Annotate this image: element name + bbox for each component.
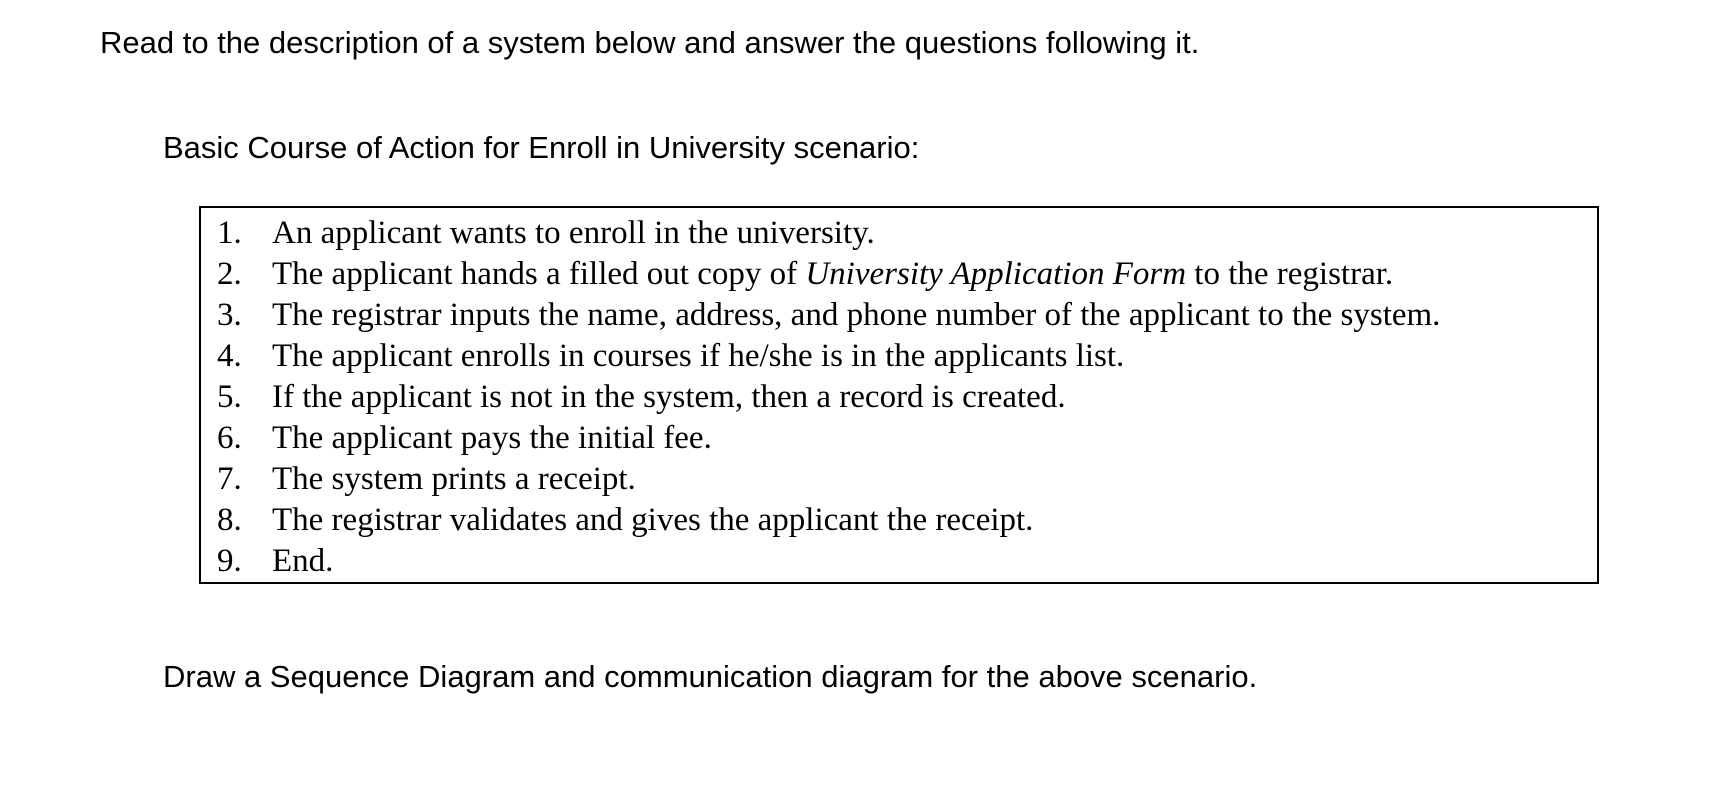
- step-number: 4.: [217, 338, 242, 374]
- step-text: The applicant enrolls in courses if he/she is in the applicants list.: [272, 338, 1125, 374]
- step-number: 8.: [217, 502, 242, 538]
- step-item: [217, 254, 1440, 295]
- step-text: If the applicant is not in the system, then a record is created.: [272, 379, 1066, 415]
- scenario-steps-box: [199, 206, 1599, 584]
- step-text-post: to the registrar.: [1186, 256, 1394, 292]
- step-text: The registrar validates and gives the applicant the receipt.: [272, 502, 1034, 538]
- step-number: 3.: [217, 297, 242, 333]
- step-item: [217, 541, 1440, 582]
- step-text-pre: The applicant hands a filled out copy of: [272, 256, 806, 292]
- step-text: The registrar inputs the name, address, and phone number of the applicant to the system.: [272, 297, 1441, 333]
- step-number: 6.: [217, 420, 242, 456]
- step-item: [217, 213, 1440, 254]
- task-instruction: Draw a Sequence Diagram and communication diagram for the above scenario.: [163, 659, 1258, 694]
- form-name: University Application Form: [805, 256, 1187, 292]
- step-text: End.: [272, 543, 334, 579]
- step-item: [217, 418, 1440, 459]
- step-item: [217, 459, 1440, 500]
- scenario-heading: Basic Course of Action for Enroll in University scenario:: [163, 130, 920, 165]
- step-item: [217, 377, 1440, 418]
- step-text: The applicant pays the initial fee.: [272, 420, 712, 456]
- step-item: [217, 500, 1440, 541]
- scenario-steps-list: [217, 213, 1440, 582]
- intro-text: Read to the description of a system below and answer the questions following it.: [100, 25, 1200, 60]
- step-number: 2.: [217, 256, 242, 292]
- step-text: An applicant wants to enroll in the university.: [272, 215, 875, 251]
- step-number: 7.: [217, 461, 242, 497]
- step-number: 1.: [217, 215, 242, 251]
- step-item: [217, 295, 1440, 336]
- step-number: 5.: [217, 379, 242, 415]
- step-text: The system prints a receipt.: [272, 461, 636, 497]
- step-text: [272, 254, 1393, 295]
- step-number: 9.: [217, 543, 242, 579]
- step-item: [217, 336, 1440, 377]
